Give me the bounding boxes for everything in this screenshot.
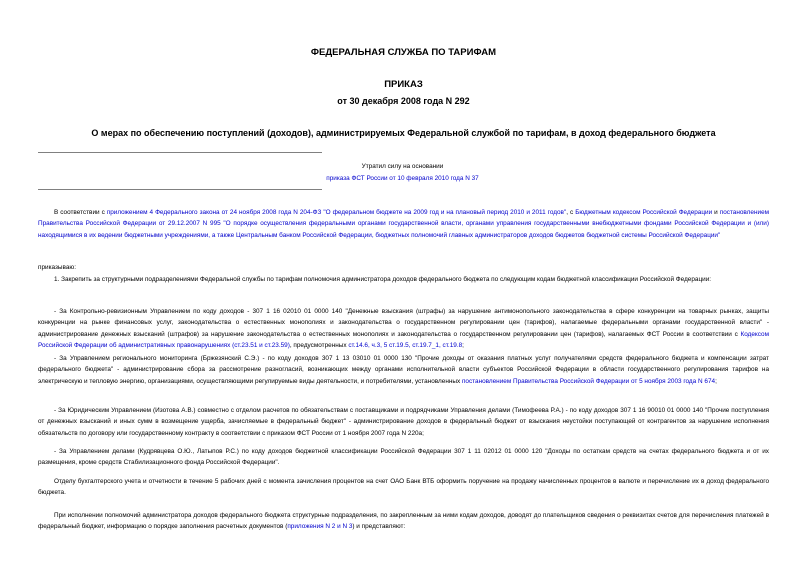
status-link[interactable]: приказа ФСТ России от 10 февраля 2010 года N 37 <box>326 175 479 182</box>
paragraph-legal-department: - За Юридическим Управлением (Изотова А.В.) совместно с отделом расчетов по обязательствам с поставщиками и подрядчиками Управления делами (Тимофеева Р.А.) - по коду доходов 307 1 16 90010 01 0000 140 "Прочие поступления от денежных взысканий и иных сумм в возмещение ущерба, зачисляемые в федеральный бюджет" - администрирование доходов в федеральный бюджет от взыскания неустойки поступающей от контрагентов за нарушение исполнения обязательств по договору или государственному контракту в соответствии с приказом ФСТ России от 1 ноября 2007 года N 220а; <box>38 407 769 437</box>
divider-bottom <box>38 189 322 190</box>
status-text: Утратил силу на основании <box>361 163 444 170</box>
link-admin-articles[interactable]: ст.14.6, ч.3, 5 ст.19.5, ст.19.7_1, ст.19.8 <box>348 341 463 349</box>
link-federal-law[interactable]: приложением 4 Федерального закона от 24 ноября 2008 года N 204-ФЗ "О федеральном бюджете на 2009 год и на плановый период 2010 и 2011 годов" <box>106 209 567 216</box>
document-type: ПРИКАЗ <box>384 79 423 90</box>
paragraph-order: приказываю: <box>38 264 76 271</box>
agency-name: ФЕДЕРАЛЬНАЯ СЛУЖБА ПО ТАРИФАМ <box>310 47 497 58</box>
paragraph-implementation: При исполнении полномочий администратора доходов федерального бюджета структурные подразделения, по закрепленным за ними кодам доходов, доводят до плательщиков сведения о реквизитах счетов для перечисления платежей в федеральный бюджет, информацию о порядке заполнения расчетных документов (приложения N 2 и N 3) и представляют: <box>38 512 769 531</box>
divider-top <box>38 152 322 153</box>
link-admin-code[interactable]: Кодексом Российской Федерации об административных правонарушениях (ст.23.51 и ст.23.59) <box>38 330 769 349</box>
paragraph-accounting: Отделу бухгалтерского учета и отчетности в течение 5 рабочих дней с момента зачисления процентов на счет ОАО Банк ВТБ оформить поручение на продажу начисленных процентов в валюте и перечисление их в доход федерального бюджета. <box>38 478 769 497</box>
paragraph-control-audit: - За Контрольно-ревизионным Управлением по коду доходов - 307 1 16 02010 01 0000 140 "Денежные взыскания (штрафы) за нарушение антимонопольного законодательства в сфере конкуренции на товарных рынках, защиты конкуренции на рынке финансовых услуг, законодательства о естественных монополиях и законодательства о государственном регулировании цен (тарифов), налагаемые федеральными органами государственной власти" - администрирование денежных взысканий (штрафов) за нарушение законодательства о естественных монополиях и законодательства о государственном регулировании цен (тарифов), налагаемых ФСТ России в соответствии с Кодексом Российской Федерации об административных правонарушениях (ст.23.51 и ст.23.59), предусмотренных ст.14.6, ч.3, 5 ст.19.5, ст.19.7_1, ст.19.8; <box>38 308 769 349</box>
document-title: О мерах по обеспечению поступлений (доходов), администрируемых Федеральной службой по тарифам, в доход федерального бюджета <box>91 128 716 138</box>
document-date-number: от 30 декабря 2008 года N 292 <box>337 96 470 106</box>
paragraph-affairs-department: - За Управлением делами (Кудрявцева О.Ю., Латыпов Р.С.) по коду доходов бюджетной классификации Российской Федерации 307 1 11 02012 01 0000 120 "Доходы по остаткам средств на счетах федерального бюджета и от их размещения, кроме средств Стабилизационного фонда Российской Федерации". <box>38 448 769 467</box>
link-appendices[interactable]: приложения N 2 и N 3 <box>287 523 353 531</box>
paragraph-preamble: В соответствии с приложением 4 Федерального закона от 24 ноября 2008 года N 204-ФЗ "О федеральном бюджете на 2009 год и на плановый период 2010 и 2011 годов", с Бюджетным кодексом Российской Федерации и постановлением Правительства Российской Федерации от 29.12.2007 N 995 "О порядке осуществления федеральными органами государственной власти, органами управления государственными внебюджетными фондами Российской Федерации и (или) находящимися в их ведении бюджетными учреждениями, а также Центральным банком Российской Федерации, бюджетных полномочий главных администраторов доходов бюджетов бюджетной системы Российской Федерации" <box>38 209 770 239</box>
paragraph-item-1: 1. Закрепить за структурными подразделениями Федеральной службы по тарифам полномочия администратора доходов федерального бюджета по следующим кодам бюджетной классификации Российской Федерации: <box>54 276 712 283</box>
paragraph-regional-monitoring: - За Управлением регионального мониторинга (Бржезянский С.Э.) - по коду доходов 307 1 13 03010 01 0000 130 "Прочие доходы от оказания платных услуг получателями средств федерального бюджета и компенсации затрат федерального бюджета" - администрирование сбора за рассмотрение разногласий, возникающих между органами исполнительной власти субъектов Российской Федерации в области государственного регулирования тарифов на электрическую и тепловую энергию, организациями, осуществляющими регулируемые виды деятельности, и потребителями, установленных постановлением Правительства Российской Федерации от 5 ноября 2003 года N 674; <box>38 355 769 385</box>
link-government-decree[interactable]: постановлением Правительства Российской Федерации от 29.12.2007 N 995 "О порядке осуществления федеральными органами государственной власти, органами управления государственными внебюджетными фондами Российской Федерации и (или) находящимися в их ведении бюджетными учреждениями, а также Центральным банком Российской Федерации, бюджетных полномочий главных администраторов доходов бюджетов бюджетной системы Российской Федерации" <box>38 209 770 239</box>
link-decree-674[interactable]: постановлением Правительства Российской Федерации от 5 ноября 2003 года N 674 <box>461 377 716 385</box>
link-budget-code[interactable]: Бюджетным кодексом Российской Федерации <box>575 209 713 216</box>
